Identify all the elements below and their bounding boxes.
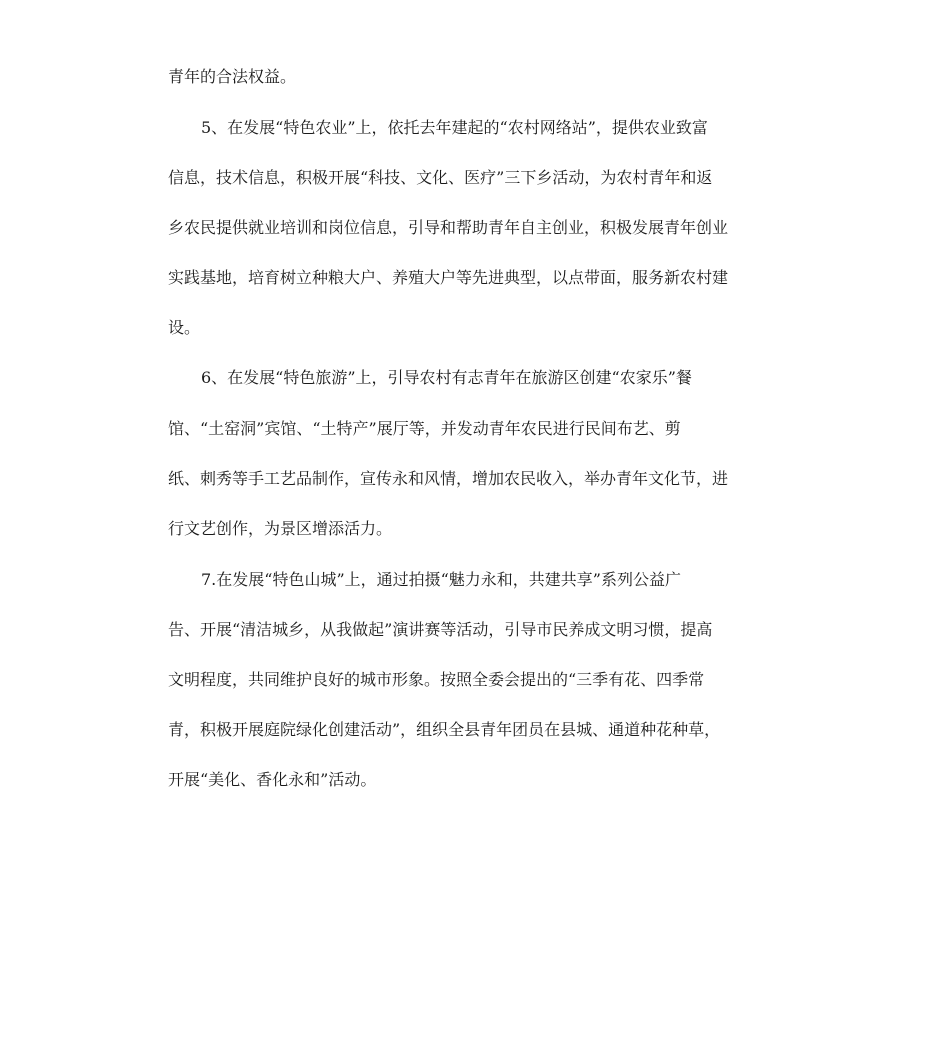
paragraph-5-line-1: 5、在发展“特色农业”上，依托去年建起的“农村网络站”，提供农业致富: [201, 118, 708, 137]
paragraph-6-line-2: 馆、“土窑洞”宾馆、“土特产”展厅等，并发动青年农民进行民间布艺、剪: [168, 419, 681, 438]
paragraph-5-line-2: 信息，技术信息，积极开展“科技、文化、医疗”三下乡活动，为农村青年和返: [168, 168, 713, 187]
paragraph-5-line-5: 设。: [168, 318, 201, 337]
paragraph-7-line-5: 开展“美化、香化永和”活动。: [168, 770, 377, 789]
paragraph-7-line-4: 青，积极开展庭院绿化创建活动”，组织全县青年团员在县城、通道种花种草，: [168, 720, 721, 739]
paragraph-5-line-4: 实践基地，培育树立种粮大户、养殖大户等先进典型，以点带面，服务新农村建: [168, 268, 729, 287]
paragraph-7-line-1: 7.在发展“特色山城”上，通过拍摄“魅力永和，共建共享”系列公益广: [201, 570, 681, 589]
paragraph-6-line-1: 6、在发展“特色旅游”上，引导农村有志青年在旅游区创建“农家乐”餐: [201, 368, 692, 387]
paragraph-6-line-3: 纸、刺秀等手工艺品制作，宣传永和风情，增加农民收入，举办青年文化节，进: [168, 469, 729, 488]
paragraph-7-line-3: 文明程度，共同维护良好的城市形象。按照全委会提出的“三季有花、四季常: [168, 670, 705, 689]
paragraph-4-line-end: 青年的合法权益。: [168, 67, 297, 86]
paragraph-5-line-3: 乡农民提供就业培训和岗位信息，引导和帮助青年自主创业，积极发展青年创业: [168, 218, 729, 237]
paragraph-6-line-4: 行文艺创作，为景区增添活力。: [168, 519, 393, 538]
paragraph-7-line-2: 告、开展“清洁城乡，从我做起”演讲赛等活动，引导市民养成文明习惯，提高: [168, 620, 713, 639]
